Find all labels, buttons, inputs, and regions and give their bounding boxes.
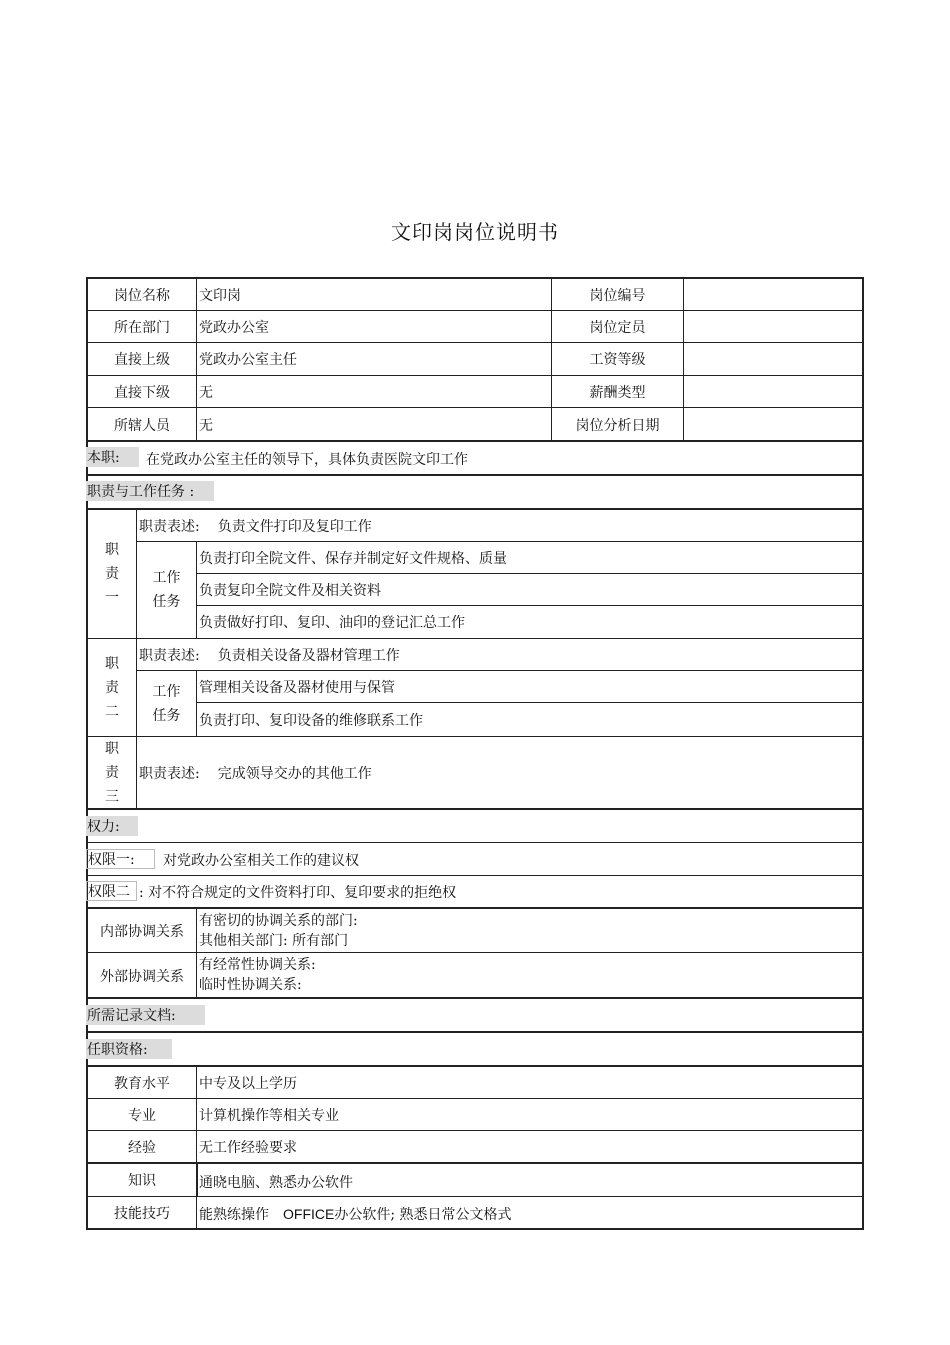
basic-label: 岗位分析日期 [575,417,660,434]
authority-item-text: 对党政办公室相关工作的建议权 [163,852,359,869]
basic-value: 无 [199,417,213,434]
qualifications-label: 任职资格: [86,1039,172,1059]
records-label: 所需记录文档: [86,1005,205,1025]
basic-value [684,376,862,407]
qualification-value: 能熟练操作 OFFICE 办公软件; 熟悉日常公文格式 [199,1205,512,1223]
task-item: 负责打印全院文件、保存并制定好文件规格、质量 [199,550,507,567]
duty-text: 在党政办公室主任的领导下，具体负责医院文印工作 [146,451,468,468]
basic-label: 薪酬类型 [589,384,646,401]
responsibilities-block [86,508,864,809]
basic-label: 岗位名称 [114,287,170,304]
basic-label: 岗位定员 [589,319,646,336]
task-item: 管理相关设备及器材使用与保管 [199,679,395,696]
basic-label: 直接下级 [114,384,170,401]
records-row [86,997,864,1032]
basic-value: 党政办公室 [199,319,269,336]
task-item: 负责做好打印、复印、油印的登记汇总工作 [199,615,465,631]
authority-label: 权力: [86,816,138,836]
responsibilities-label: 职责与工作任务 : [86,481,214,501]
relations-section [86,907,864,998]
basic-label: 工资等级 [589,352,646,368]
qualification-value: 无工作经验要求 [199,1139,297,1156]
qualification-label: 技能技巧 [114,1205,170,1222]
qualification-label: 知识 [128,1173,156,1189]
responsibility-desc: 职责表述: 完成领导交办的其他工作 [139,766,372,782]
basic-label: 所辖人员 [114,417,170,434]
responsibility-desc: 职责表述: 负责文件打印及复印工作 [139,518,372,535]
basic-label: 直接上级 [114,352,170,368]
authority-item [86,875,864,908]
responsibility-name: 职 责 一 [105,542,119,606]
duty-label: 本职: [86,447,139,467]
qualification-label: 专业 [128,1107,156,1124]
page-title: 文印岗岗位说明书 [391,220,559,244]
basic-label: 所在部门 [114,319,170,336]
basic-value: 党政办公室主任 [199,352,297,368]
basic-label: 岗位编号 [589,287,646,304]
basic-value: 无 [199,384,213,401]
authority-item-label: 权限一: [86,849,155,869]
responsibility-name: 职 责 三 [105,741,119,805]
basic-value [684,311,862,342]
authority-header [86,808,864,843]
qualification-value: 通晓电脑、熟悉办公软件 [199,1175,353,1191]
qualification-label: 经验 [128,1139,156,1156]
relation-label: 外部协调关系 [100,968,184,985]
task-item: 负责复印全院文件及相关资料 [199,582,381,599]
duty-row [86,440,864,475]
responsibility-desc: 职责表述: 负责相关设备及器材管理工作 [139,647,400,664]
basic-value [684,279,862,310]
qualification-label: 教育水平 [114,1075,170,1092]
qualifications-header [86,1031,864,1066]
responsibilities-header [86,474,864,509]
task-item: 负责打印、复印设备的维修联系工作 [199,712,423,729]
authority-item-text: : 对不符合规定的文件资料打印、复印要求的拒绝权 [139,885,457,901]
qualifications-table [86,1065,864,1230]
relation-label: 内部协调关系 [100,923,184,940]
basic-value [684,343,862,375]
relation-lines: 有经常性协调关系: 临时性协调关系: [199,956,316,993]
relation-lines: 有密切的协调关系的部门: 其他相关部门: 所有部门 [199,912,358,949]
task-label: 工作 任务 [152,683,181,724]
basic-value: 文印岗 [199,287,241,304]
qualification-value: 计算机操作等相关专业 [199,1107,339,1124]
task-label: 工作 任务 [152,570,181,610]
basic-value [684,408,862,441]
qualification-value: 中专及以上学历 [199,1075,297,1092]
responsibility-name: 职 责 二 [105,655,119,720]
authority-item [86,842,864,876]
basic-info-section [86,277,864,441]
authority-item-label: 权限二 [86,881,137,901]
